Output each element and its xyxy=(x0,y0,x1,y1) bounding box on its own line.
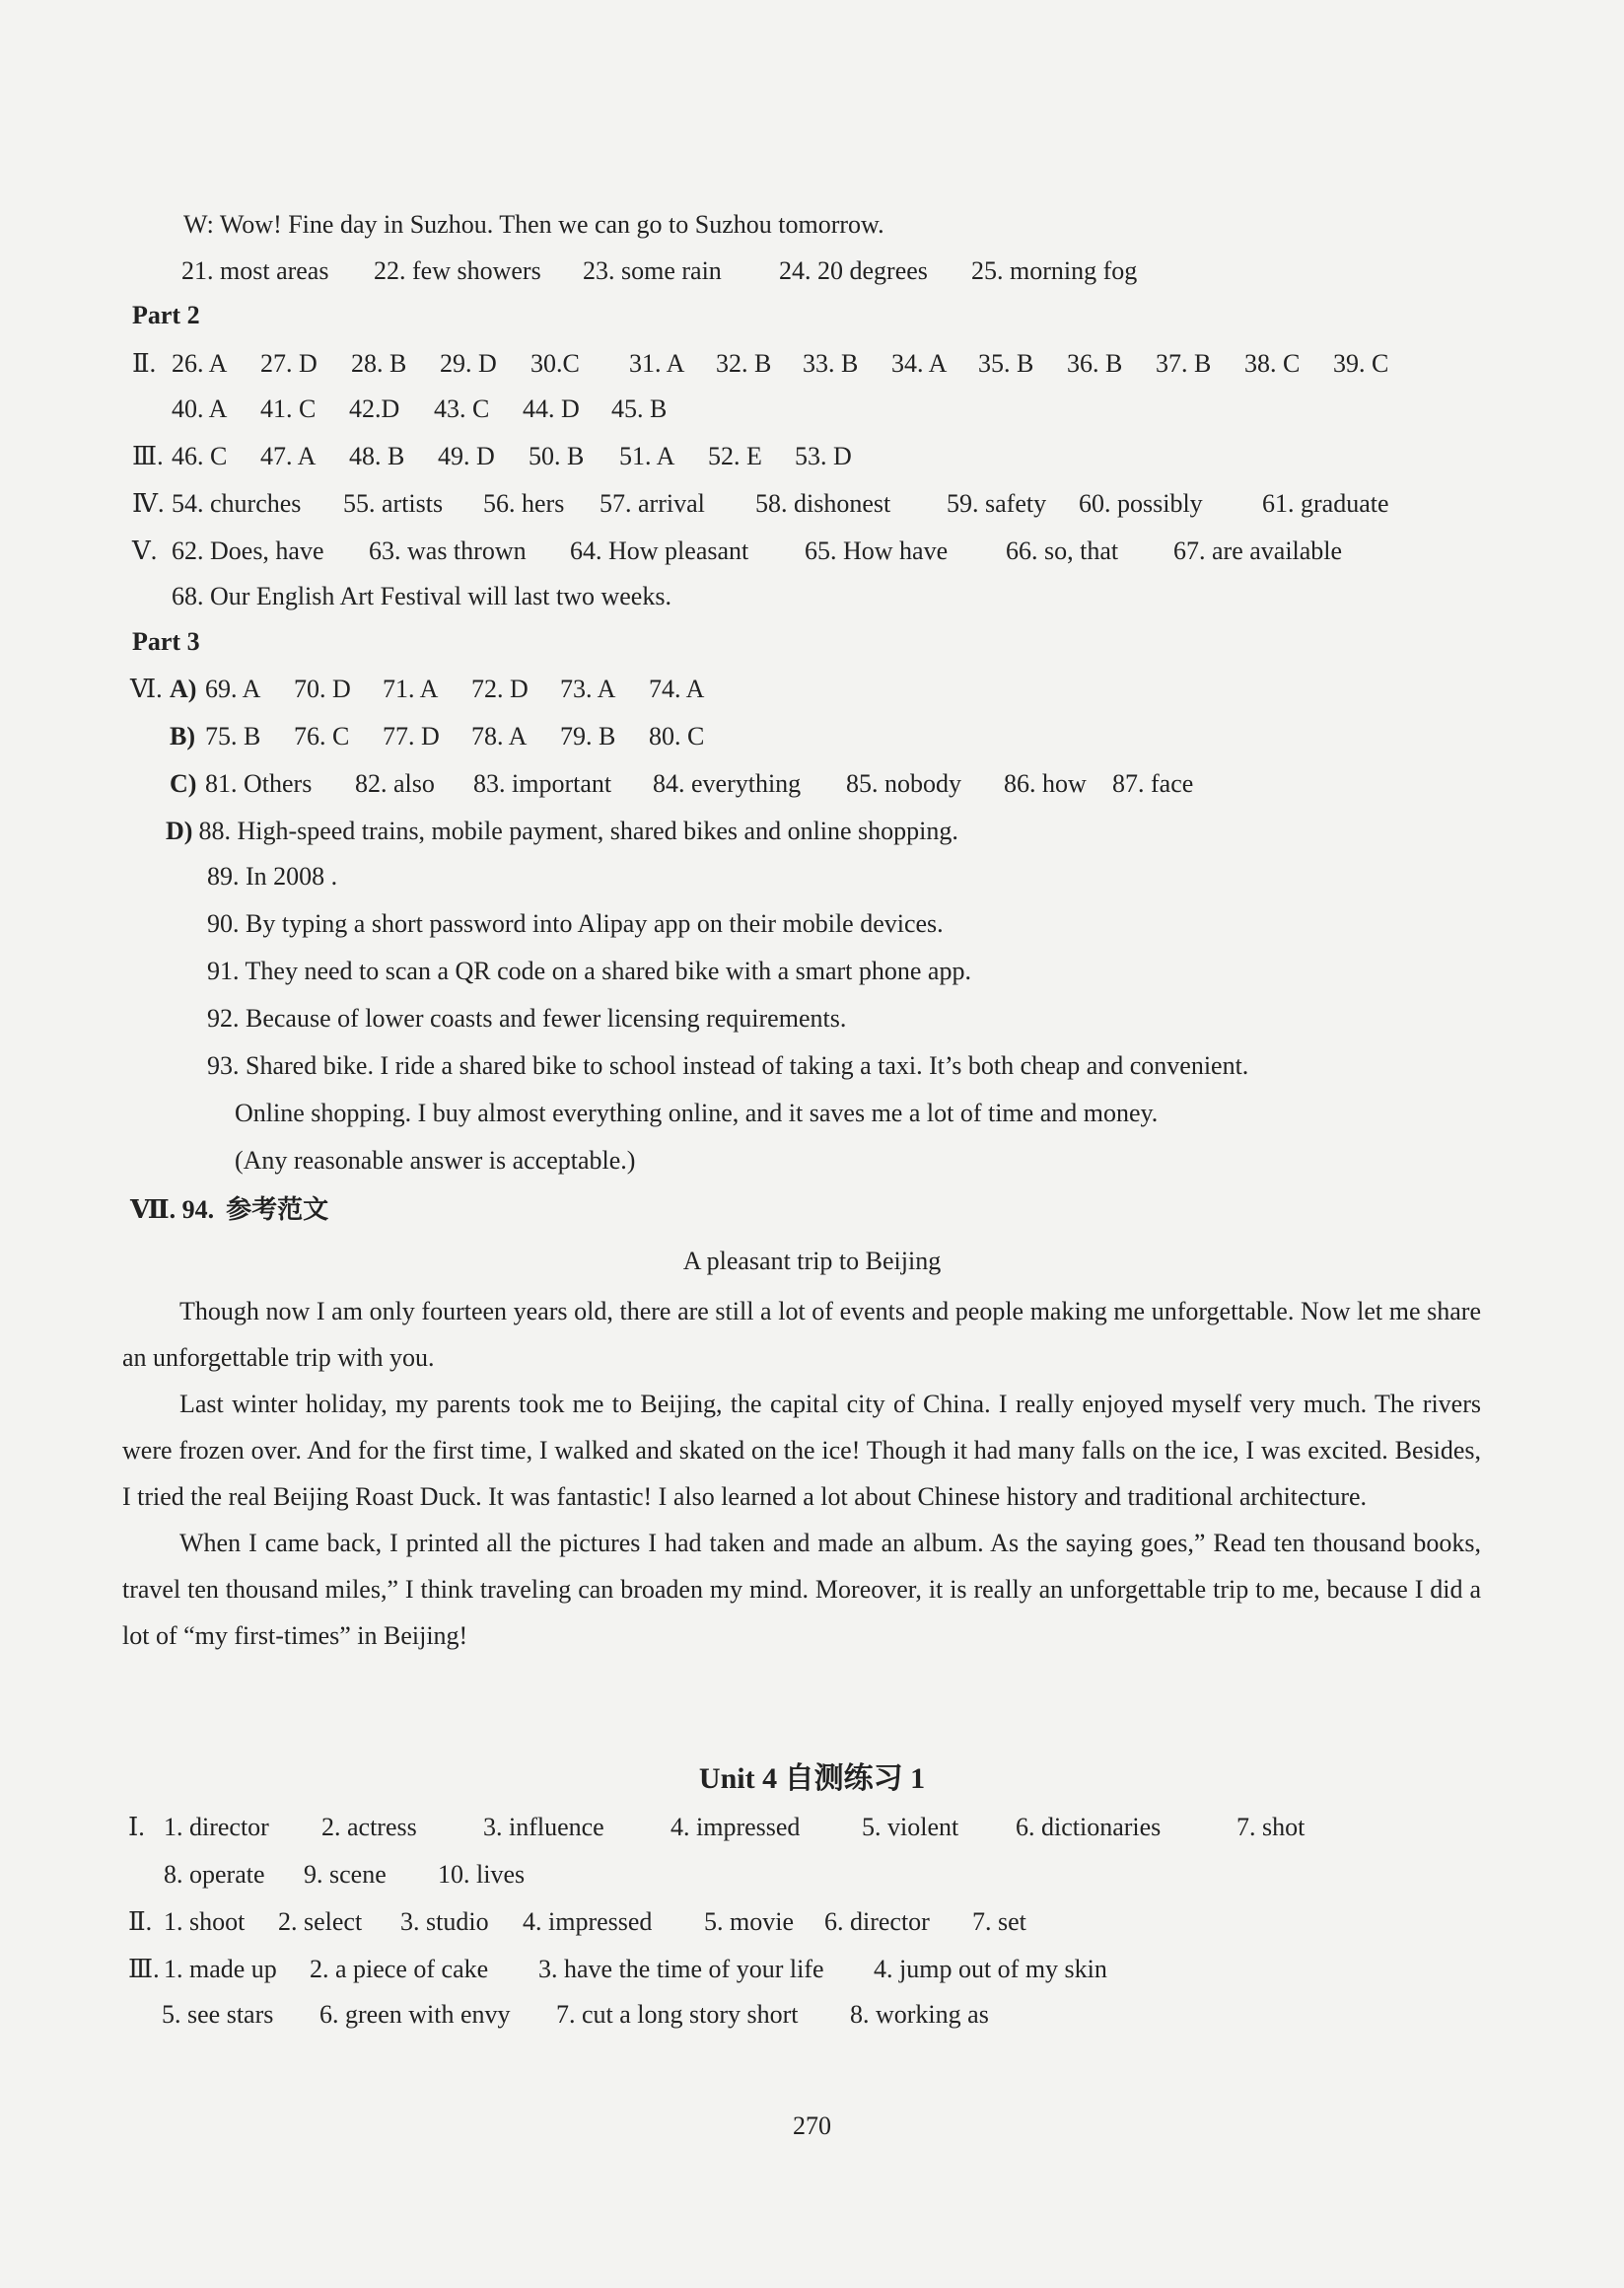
answer-67: 67. are available xyxy=(1173,536,1343,565)
unit-2-answer-7: 7. set xyxy=(972,1907,1026,1936)
answer-54: 54. churches xyxy=(172,489,302,518)
answer-43: 43. C xyxy=(434,394,490,423)
answer-52: 52. E xyxy=(708,442,762,470)
section-6a-row xyxy=(130,673,1018,708)
unit-section-2-row xyxy=(128,1905,1311,1941)
answer-34: 34. A xyxy=(891,349,948,378)
answer-73: 73. A xyxy=(560,675,616,703)
answer-56: 56. hers xyxy=(483,489,565,518)
unit-2-answer-1: 1. shoot xyxy=(164,1907,246,1936)
unit-answer-7: 7. shot xyxy=(1236,1813,1306,1841)
answer-69: 69. A xyxy=(205,675,261,703)
answer-81: 81. Others xyxy=(205,769,313,798)
unit-2-answer-2: 2. select xyxy=(278,1907,363,1936)
answer-63: 63. was thrown xyxy=(369,536,527,565)
unit-section-1-row-2 xyxy=(164,1858,755,1894)
unit-3-answer-1: 1. made up xyxy=(164,1955,277,1983)
page-number: 270 xyxy=(793,2111,831,2140)
dialog-text: W: Wow! Fine day in Suzhou. Then we can go to Suzhou tomorrow. xyxy=(183,210,884,239)
section-2-label: Ⅱ. xyxy=(132,349,157,378)
unit-answer-5: 5. violent xyxy=(862,1813,959,1841)
answer-71: 71. A xyxy=(383,675,439,703)
answer-28: 28. B xyxy=(351,349,407,378)
answer-51: 51. A xyxy=(619,442,675,470)
answer-66: 66. so, that xyxy=(1006,536,1119,565)
answer-92: 92. Because of lower coasts and fewer licensing requirements. xyxy=(207,1004,847,1033)
unit-answer-6: 6. dictionaries xyxy=(1016,1813,1162,1841)
unit-section-3-row-1 xyxy=(128,1953,1311,1988)
answer-74: 74. A xyxy=(649,675,705,703)
answer-32: 32. B xyxy=(716,349,772,378)
section-7-heading xyxy=(130,1193,328,1227)
unit-answer-8: 8. operate xyxy=(164,1860,265,1889)
section-6b-row xyxy=(170,720,1057,755)
answer-89: 89. In 2008 . xyxy=(207,862,338,891)
answer-41: 41. C xyxy=(260,394,317,423)
unit-3-answer-2: 2. a piece of cake xyxy=(310,1955,489,1983)
answer-39: 39. C xyxy=(1333,349,1389,378)
part2-heading: Part 2 xyxy=(132,301,200,329)
unit-answer-2: 2. actress xyxy=(321,1813,417,1841)
answer-64: 64. How pleasant xyxy=(570,536,749,565)
answer-55: 55. artists xyxy=(343,489,444,518)
unit-3-answer-6: 6. green with envy xyxy=(319,2000,511,2029)
section-3-row xyxy=(132,440,1118,475)
essay-paragraph-2: Last winter holiday, my parents took me to Beijing, the capital city of China. I really enjoyed myself very much. The rivers were frozen over. And for the first time, I walked and skated on the ice! Though it had many falls on the ice, I was excited. Besides, I tried the real Beijing Roast Duck. It was fantastic! I also learned a lot about Chinese history and traditional architecture. xyxy=(122,1390,1481,1511)
unit-section-1-label: Ⅰ. xyxy=(128,1813,145,1841)
answer-78: 78. A xyxy=(471,722,528,751)
answer-62: 62. Does, have xyxy=(172,536,324,565)
unit-section-3-row-2 xyxy=(162,1998,1246,2034)
essay-paragraph-1: Though now I am only fourteen years old, there are still a lot of events and people making me unforgettable. Now let me share an unforgettable trip with you. xyxy=(122,1297,1481,1372)
section-6-label: Ⅵ. xyxy=(130,675,163,703)
answer-25: 25. morning fog xyxy=(971,256,1138,285)
answer-65: 65. How have xyxy=(805,536,949,565)
answer-85: 85. nobody xyxy=(846,769,961,798)
answer-80: 80. C xyxy=(649,722,705,751)
answer-84: 84. everything xyxy=(653,769,802,798)
section-4-label: Ⅳ. xyxy=(132,489,165,518)
answer-23: 23. some rain xyxy=(583,256,722,285)
answer-27: 27. D xyxy=(260,349,318,378)
answer-33: 33. B xyxy=(803,349,859,378)
part3-heading: Part 3 xyxy=(132,627,200,656)
section-5-label: Ⅴ. xyxy=(132,536,158,565)
answer-86: 86. how xyxy=(1004,769,1087,798)
unit-2-answer-6: 6. director xyxy=(824,1907,930,1936)
answer-82: 82. also xyxy=(355,769,435,798)
answer-30: 30.C xyxy=(530,349,580,378)
answer-58: 58. dishonest xyxy=(755,489,891,518)
answer-93-line-2: Online shopping. I buy almost everything online, and it saves me a lot of time and money. xyxy=(235,1099,1159,1127)
unit-2-answer-4: 4. impressed xyxy=(523,1907,653,1936)
answer-46: 46. C xyxy=(172,442,228,470)
answer-29: 29. D xyxy=(440,349,497,378)
section-4-row xyxy=(132,487,1513,523)
section-5-row xyxy=(132,535,1513,570)
answer-90: 90. By typing a short password into Alipay app on their mobile devices. xyxy=(207,909,944,938)
section-6c-label: C) xyxy=(170,769,197,798)
answer-79: 79. B xyxy=(560,722,616,751)
section-7-label: Ⅶ. 94. xyxy=(130,1195,215,1224)
section-2-row-1 xyxy=(132,347,1513,383)
answer-57: 57. arrival xyxy=(600,489,705,518)
unit-2-answer-5: 5. movie xyxy=(704,1907,794,1936)
answer-22: 22. few showers xyxy=(374,256,541,285)
answer-77: 77. D xyxy=(383,722,440,751)
answer-24: 24. 20 degrees xyxy=(779,256,928,285)
unit-section-3-label: Ⅲ. xyxy=(128,1955,160,1983)
answer-53: 53. D xyxy=(795,442,852,470)
answer-45: 45. B xyxy=(611,394,668,423)
answer-91: 91. They need to scan a QR code on a shared bike with a smart phone app. xyxy=(207,957,971,985)
unit-title: Unit 4 自测练习 1 xyxy=(698,1762,926,1795)
answer-48: 48. B xyxy=(349,442,405,470)
answer-49: 49. D xyxy=(438,442,495,470)
answer-50: 50. B xyxy=(529,442,585,470)
answer-47: 47. A xyxy=(260,442,317,470)
answer-60: 60. possibly xyxy=(1079,489,1203,518)
unit-3-answer-4: 4. jump out of my skin xyxy=(874,1955,1107,1983)
answer-76: 76. C xyxy=(294,722,350,751)
unit-2-answer-3: 3. studio xyxy=(400,1907,489,1936)
section-7-title: 参考范文 xyxy=(226,1195,329,1225)
unit-3-answer-8: 8. working as xyxy=(850,2000,989,2029)
dialog-line xyxy=(183,208,884,242)
answer-37: 37. B xyxy=(1156,349,1212,378)
answer-36: 36. B xyxy=(1067,349,1123,378)
unit-answer-3: 3. influence xyxy=(483,1813,604,1841)
answer-26: 26. A xyxy=(172,349,228,378)
answer-40: 40. A xyxy=(172,394,228,423)
answer-93: 93. Shared bike. I ride a shared bike to school instead of taking a taxi. It’s both cheap and convenient. xyxy=(207,1051,1249,1080)
section-3-label: Ⅲ. xyxy=(132,442,164,470)
essay-title: A pleasant trip to Beijing xyxy=(682,1247,942,1275)
unit-section-2-label: Ⅱ. xyxy=(128,1907,153,1936)
answer-87: 87. face xyxy=(1112,769,1194,798)
section-6c-row xyxy=(170,767,1451,803)
unit-answer-4: 4. impressed xyxy=(671,1813,801,1841)
unit-answer-1: 1. director xyxy=(164,1813,269,1841)
answer-93-note: (Any reasonable answer is acceptable.) xyxy=(235,1146,636,1175)
section-6b-label: B) xyxy=(170,722,195,751)
unit-3-answer-5: 5. see stars xyxy=(162,2000,274,2029)
answer-21: 21. most areas xyxy=(181,256,329,285)
answer-42: 42.D xyxy=(349,394,400,423)
answer-44: 44. D xyxy=(523,394,580,423)
answer-83: 83. important xyxy=(473,769,612,798)
answer-68: 68. Our English Art Festival will last two weeks. xyxy=(172,582,671,610)
answer-38: 38. C xyxy=(1244,349,1301,378)
unit-answer-9: 9. scene xyxy=(304,1860,387,1889)
answer-88: 88. High-speed trains, mobile payment, shared bikes and online shopping. xyxy=(198,817,958,845)
answer-72: 72. D xyxy=(471,675,529,703)
answer-35: 35. B xyxy=(978,349,1034,378)
unit-answer-10: 10. lives xyxy=(438,1860,526,1889)
essay-body xyxy=(122,1288,1481,1659)
unit-section-1-row-1 xyxy=(128,1811,1410,1846)
answer-59: 59. safety xyxy=(947,489,1047,518)
section-6d-label: D) xyxy=(166,817,193,845)
section-6a-label: A) xyxy=(170,675,197,703)
answer-70: 70. D xyxy=(294,675,351,703)
section-2-row-2 xyxy=(172,393,960,428)
unit-3-answer-3: 3. have the time of your life xyxy=(538,1955,824,1983)
unit-3-answer-7: 7. cut a long story short xyxy=(556,2000,799,2029)
section-6d-row xyxy=(166,815,958,848)
answer-61: 61. graduate xyxy=(1262,489,1389,518)
essay-paragraph-3: When I came back, I printed all the pictures I had taken and made an album. As the saying goes,” Read ten thousand books, travel ten thousand miles,” I think traveling can broaden my mind. Moreover, it is really an unforgettable trip to me, because I did a lot of “my first-times” in Beijing! xyxy=(122,1529,1481,1650)
answer-31: 31. A xyxy=(629,349,685,378)
answer-75: 75. B xyxy=(205,722,261,751)
